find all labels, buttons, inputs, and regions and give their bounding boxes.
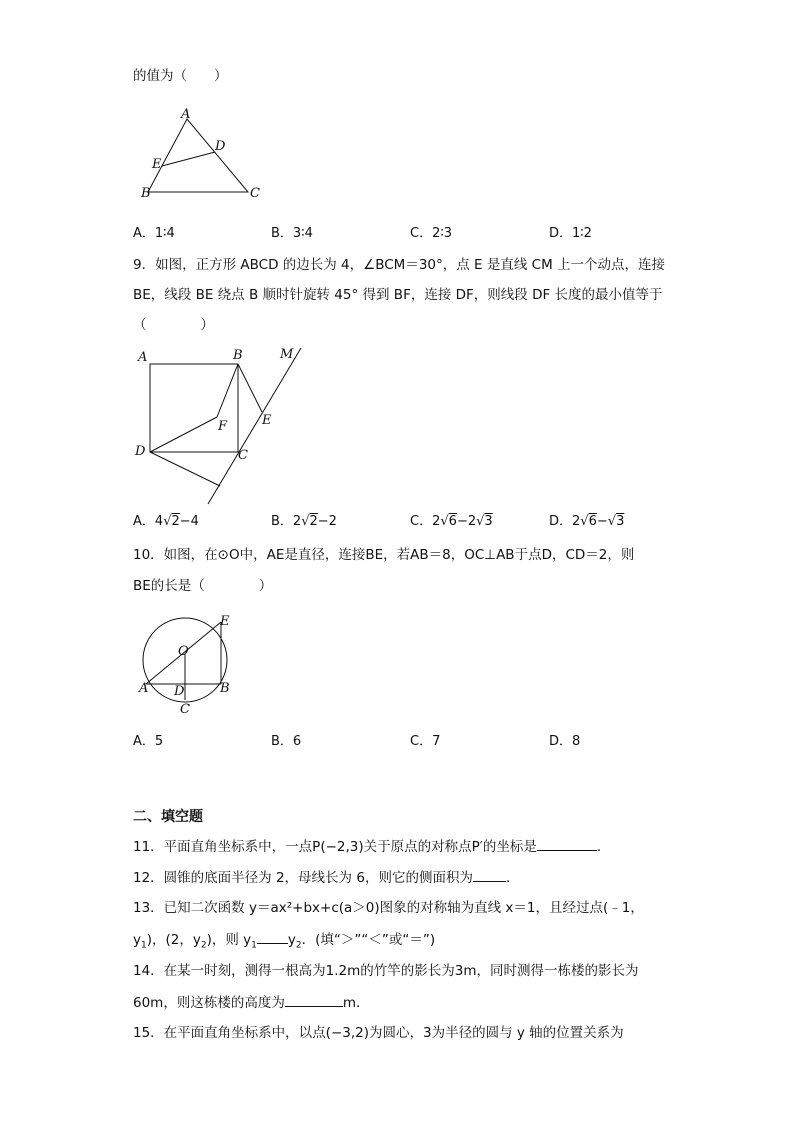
q12-line: 12．圆锥的底面半径为 2，母线长为 6，则它的侧面积为 ． xyxy=(133,870,520,886)
q10-option-c[interactable]: C．7 xyxy=(410,734,441,749)
q10-label-d: D xyxy=(174,684,185,699)
q8-option-c[interactable]: C．2∶3 xyxy=(410,226,453,241)
q9-label-c: C xyxy=(238,448,248,463)
q11-text: 11．平面直角坐标系中，一点P(−2,3)关于原点的对称点P′的坐标是 xyxy=(133,839,537,855)
q10-label-e: E xyxy=(220,614,230,629)
q15-line1: 15．在平面直角坐标系中，以点(−3,2)为圆心，3为半径的圆与 y 轴的位置关系为 xyxy=(133,1025,624,1041)
q8-label-c: C xyxy=(250,186,260,200)
q11-line: 11．平面直角坐标系中，一点P(−2,3)关于原点的对称点P′的坐标是 ． xyxy=(133,839,611,855)
q8-label-a: A xyxy=(181,107,191,122)
q10-option-d[interactable]: D．8 xyxy=(549,734,581,749)
q12-answer-blank[interactable] xyxy=(473,868,506,882)
q12-text: 12．圆锥的底面半径为 2，母线长为 6，则它的侧面积为 xyxy=(133,870,473,886)
q9-square-figure xyxy=(130,342,310,507)
q8-option-b[interactable]: B．3∶4 xyxy=(271,226,313,241)
q11-answer-blank[interactable] xyxy=(537,837,597,851)
q10-circle-figure xyxy=(135,610,245,720)
q9-label-m: M xyxy=(280,347,294,362)
q9-label-e: E xyxy=(262,413,272,428)
q9-option-d[interactable]: D．2√6−√3 xyxy=(549,514,625,529)
q13-line2: $y_1$)，(2，$y_2$)，则 $y_1$ $y_2$．(填“＞”“＜”或“＝”) xyxy=(133,932,436,951)
q9-label-d: D xyxy=(135,444,146,459)
q10-label-o: O xyxy=(178,644,189,659)
q14-line1: 14．在某一时刻，测得一根高为1.2m的竹竿的影长为3m，同时测得一栋楼的影长为 xyxy=(133,963,639,979)
q10-line2: BE的长是（ ） xyxy=(133,578,273,594)
q10-option-a[interactable]: A．5 xyxy=(133,734,164,749)
q8-label-d: D xyxy=(215,139,226,154)
q9-line1: 9．如图，正方形 ABCD 的边长为 4，∠BCM＝30°，点 E 是直线 CM 上一个动点，连接 xyxy=(133,257,666,273)
q14-line2: 60m，则这栋楼的高度为 m． xyxy=(133,995,370,1011)
q13-line1: 13．已知二次函数 y＝ax²+bx+c(a＞0)图象的对称轴为直线 x＝1，且经过点(﹣1， xyxy=(133,900,644,916)
section-title-fill-in: 二、填空题 xyxy=(133,809,203,825)
q10-line1: 10．如图，在⊙O中，AE是直径，连接BE，若AB＝8，OC⊥AB于点D，CD＝2，则 xyxy=(133,547,635,563)
q8-triangle-figure xyxy=(135,105,265,200)
q8-label-e: E xyxy=(152,157,162,172)
q9-label-a: A xyxy=(138,350,148,365)
q13-answer-blank[interactable] xyxy=(257,930,288,944)
q9-option-c[interactable]: C．2√6−2√3 xyxy=(410,514,493,529)
q10-label-c: C xyxy=(180,702,190,717)
q8-option-d[interactable]: D．1∶2 xyxy=(549,226,592,241)
q9-line3: （ ） xyxy=(133,317,214,333)
q9-line2: BE，线段 BE 绕点 B 顺时针旋转 45° 得到 BF，连接 DF，则线段 DF 长度的最小值等于 xyxy=(133,287,663,303)
q9-label-f: F xyxy=(218,419,228,434)
q14-answer-blank[interactable] xyxy=(285,993,343,1007)
q10-label-a: A xyxy=(139,681,149,696)
q10-option-b[interactable]: B．6 xyxy=(271,734,302,749)
q9-option-b[interactable]: B．2√2−2 xyxy=(271,514,337,529)
q8-tail: 的值为（ ） xyxy=(133,68,228,84)
q9-option-a[interactable]: A．4√2−4 xyxy=(133,514,199,529)
q8-option-a[interactable]: A．1∶4 xyxy=(133,226,175,241)
q10-label-b: B xyxy=(220,681,230,696)
q9-label-b: B xyxy=(233,348,243,363)
q8-label-b: B xyxy=(141,186,151,200)
